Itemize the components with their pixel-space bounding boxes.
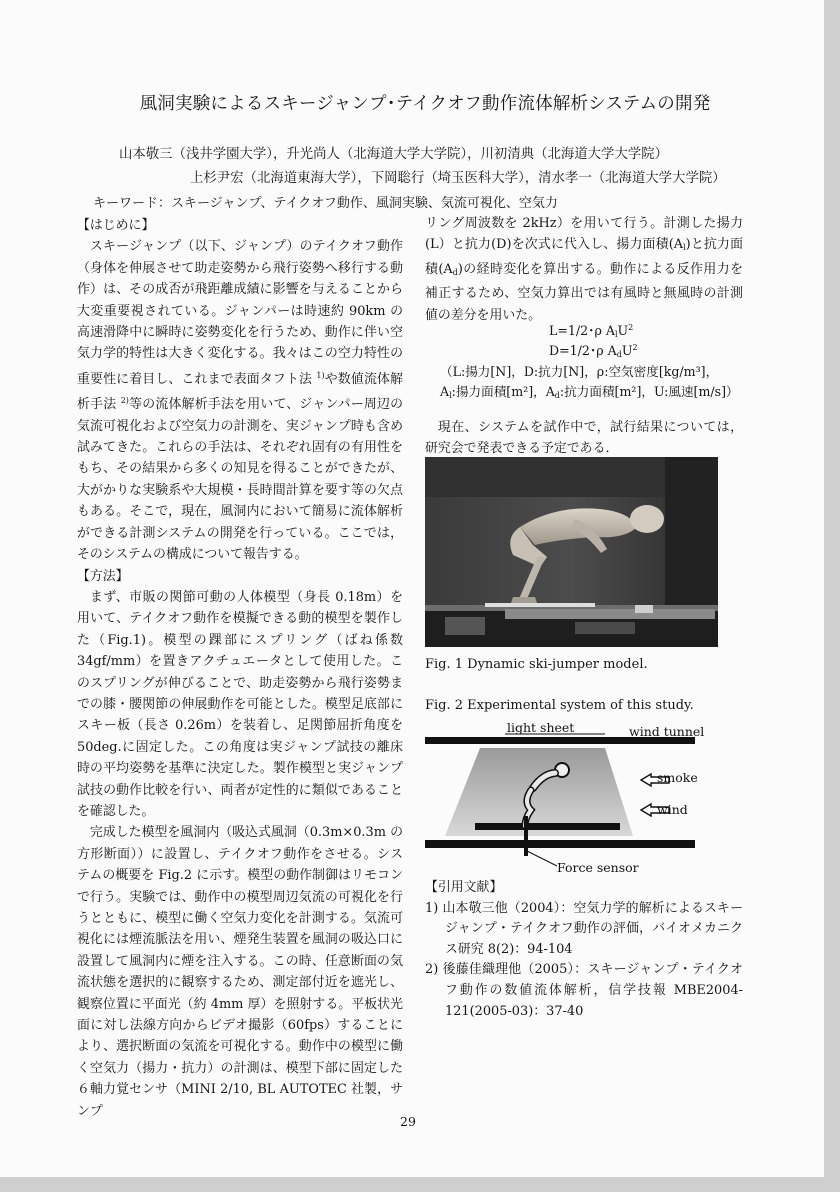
force-sensor-leader (525, 850, 557, 866)
left-column (77, 215, 403, 1122)
keywords: キーワード：スキージャンプ、テイクオフ動作、風洞実験、気流可視化、空気力 (93, 196, 558, 211)
label-smoke: smoke (657, 770, 698, 785)
method-paragraph-2: 完成した模型を風洞内（吸込式風洞（0.3m×0.3m の方形断面））に設置し、テイクオフ動作をさせる。システムの概要を Fig.2 に示す。模型の動作制御はリモコンで行う。実験では、動作中の模型周辺気流の可視化を行うとともに、模型に働く空気力変化を計測する。気流可視化には煙流脈法を用い、煙発生装置を風洞の吸込口に設置して風洞内に煙を注入する。この時、任意断面の気流状態を選択的に観察するため、測定部付近を遮光し、観察位置に平面光（約 4mm 厚）を照射する。平板状光面に対し法線方向からビデオ撮影（60fps）することにより、選択断面の気流を可視化する。動作中の模型に働く空気力（揚力・抗力）の計測は、模型下部に固定した６軸力覚センサ（MINI 2/10, BL AUTOTEC 社製，サンプ (77, 825, 403, 1119)
status-paragraph: 現在、システムを試作中で，試行結果については，研究会で発表できる予定である． (425, 420, 743, 457)
ski-jumper-model-image (425, 457, 718, 647)
paper-title: 風洞実験によるスキージャンプ･テイクオフ動作流体解析システムの開発 (139, 94, 711, 114)
fig2-diagram (425, 718, 725, 880)
page-number: 29 (400, 1114, 416, 1129)
right-column-continuation (425, 213, 743, 326)
fig1-photo (425, 457, 718, 647)
references-section (425, 878, 743, 1022)
reference-item: 1) 山本敬三他（2004）：空気力学的解析によるスキージャンプ・テイクオフ動作の評価，バイオメカニクス研究 8(2)：94-104 (425, 900, 743, 957)
section-heading-intro: 【はじめに】 (77, 218, 155, 233)
light-sheet-shape (445, 748, 633, 836)
section-heading-method: 【方法】 (77, 568, 129, 584)
reference-item: 2) 後藤佳織理他（2005）：スキージャンプ・テイクオフ動作の数値流体解析，信学技報 MBE2004-121(2005-03)：37-40 (425, 962, 743, 1019)
method-paragraph-1: まず、市販の関節可動の人体模型（身長 0.18m）を用いて、テイクオフ動作を模擬できる動的模型を製作した（Fig.1)。模型の踝部にスプリング（ばね係数 34gf/mm）を置きアクチュエータとして使用した。このスプリングが伸びることで、助走姿勢から飛行姿勢までの膝・腰関節の伸展動作を可能とした。模型足底部にスキー板（長さ 0.26m）を装着し、足関節屈折角度を 50deg.に固定した。この角度は実ジャンプ試技の離床時の平均姿勢を基準に決定した。製作模型と実ジャンプ試技の動作比較を行い、両者が定性的に類似であることを確認した。 (77, 589, 403, 819)
equation-legend-2: $A_l$:揚力面積[m²]，$A_d$:抗力面積[m²]，U:風速[m/s]） (440, 384, 739, 400)
equation-drag: D=1/2･ρ $A_dU^2$ (549, 343, 638, 359)
fig1-caption: Fig. 1 Dynamic ski-jumper model. (425, 657, 648, 672)
tunnel-bottom-wall (425, 840, 695, 848)
page-edge-bottom (0, 1177, 840, 1192)
equation-legend-1: （L:揚力[N]，D:抗力[N]，ρ:空気密度[kg/m³]， (440, 364, 719, 379)
label-wind-tunnel: wind tunnel (629, 724, 705, 739)
equation-lift: L=1/2･ρ $A_lU^2$ (549, 323, 634, 339)
author-line-2: 上杉尹宏（北海道東海大学），下岡聡行（埼玉医科大学），清水孝一（北海道大学大学院） (190, 171, 726, 186)
platform (475, 823, 620, 830)
fig2-caption: Fig. 2 Experimental system of this study. (425, 698, 694, 713)
continuation-paragraph: リング周波数を 2kHz）を用いて行う。計測した揚力(L）と抗力(D)を次式に代入し、揚力面積$(A_l)$と抗力面積$(A_d)$の経時変化を算出する。動作による反作用力を補正するため、空気力算出では有風時と無風時の計測値の差分を用いた。 (425, 216, 743, 323)
experimental-system-diagram (425, 718, 725, 880)
label-force-sensor: Force sensor (557, 860, 639, 875)
author-line-1: 山本敬三（浅井学園大学），升光尚人（北海道大学大学院），川初清典（北海道大学大学院） (119, 147, 669, 162)
references-heading: 【引用文献】 (425, 880, 503, 895)
label-wind: wind (657, 802, 688, 817)
intro-paragraph: スキージャンプ（以下、ジャンプ）のテイクオフ動作（身体を伸展させて助走姿勢から飛行姿勢へ移行する動作）は、その成否が飛距離成績に影響を与えることから大変重要視されている。ジャンパーは時速約 90km の高速滑降中に瞬時に姿勢変化を行うため、動作に伴い空気力学的特性は大きく変化する。我々はこの空力特性の重要性に着目し、これまで表面タフト法 $^{1)}$や数値流体解析手法 $^{2)}$等の流体解析手法を用いて、ジャンパー周辺の気流可視化および空気力の計測を、実ジャンプ時も含め試みてきた。これらの手法は、それぞれ固有の有用性をもち、その結果から多くの知見を得ることができたが、大がかりな実験系や大規模・長時間計算を要す等の欠点もある。そこで，現在，風洞内において簡易に流体解析ができる計測システムの開発を行っている。ここでは，そのシステムの構成について報告する。 (77, 239, 403, 563)
label-light-sheet: light sheet (507, 720, 575, 735)
page-edge-right (824, 0, 840, 1192)
